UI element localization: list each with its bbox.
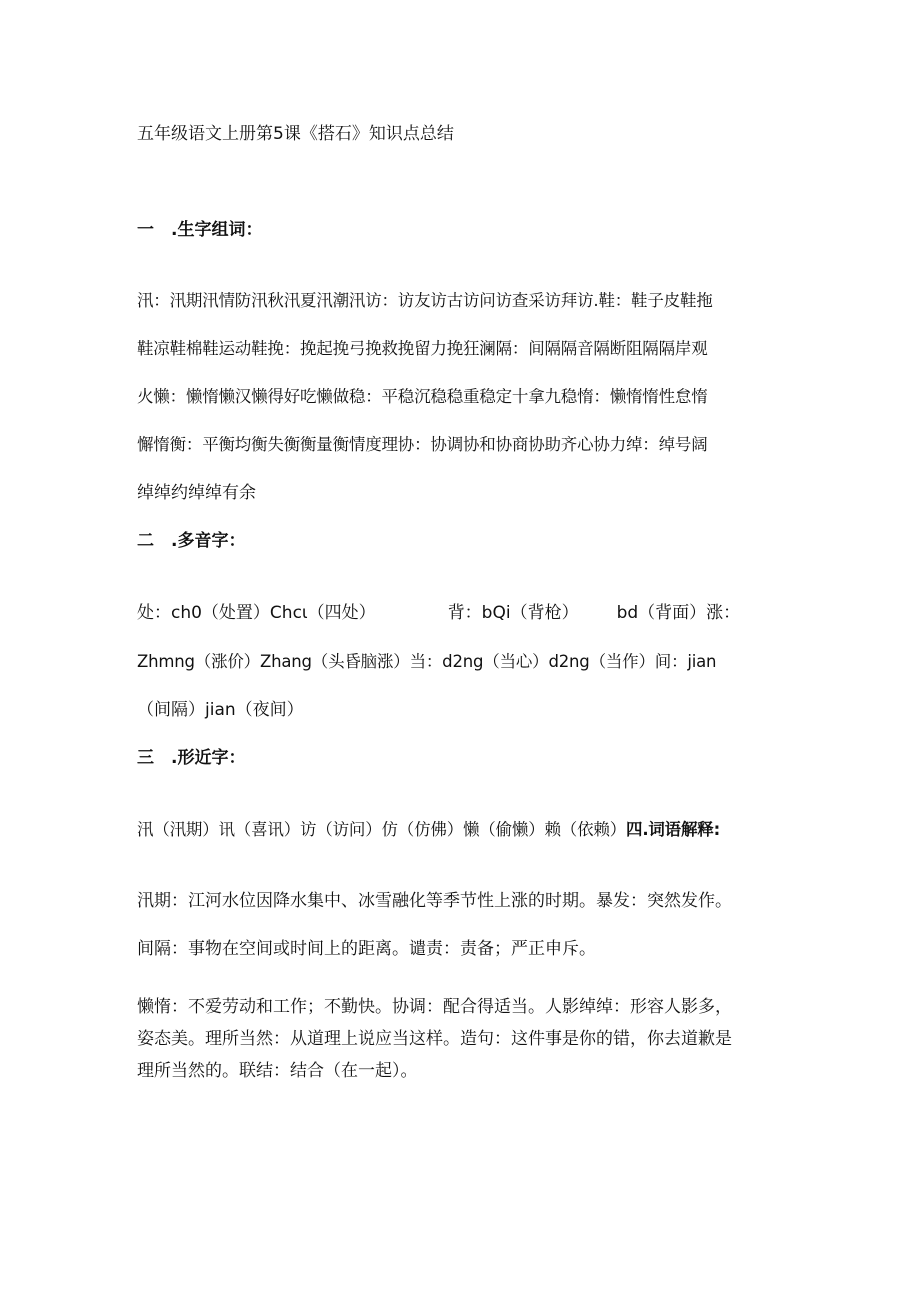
section-label: .生字组词：: [171, 220, 263, 240]
vocabulary-line-2: 鞋凉鞋棉鞋运动鞋挽：挽起挽弓挽救挽留力挽狂澜隔：间隔隔音隔断阻隔隔岸观: [137, 339, 708, 358]
section-heading-polyphones: [137, 528, 245, 554]
vocabulary-line-3: 火懒：懒惰懒汉懒得好吃懒做稳：平稳沉稳稳重稳定十拿九稳惰：懒惰惰性怠惰: [137, 387, 708, 406]
explanation-line-5: 理所当然的。联结：结合（在一起）。: [137, 1061, 418, 1081]
explanation-line-1: 汛期：江河水位因降水集中、冰雪融化等季节性上涨的时期。暴发：突然发作。: [137, 891, 732, 911]
similar-chars-line: [137, 817, 720, 843]
section-number: 三: [137, 748, 154, 768]
section-label: .形近字：: [171, 748, 246, 768]
document-title: 五年级语文上册第5课《搭石》知识点总结: [137, 124, 454, 144]
explanation-line-2: 间隔：事物在空间或时间上的距离。谴责：责备；严正申斥。: [137, 939, 596, 959]
polyphone-bei-1: 背：bQi（背枪）: [447, 603, 579, 623]
polyphone-line-1: [137, 600, 740, 626]
explanation-line-4: 姿态美。理所当然：从道理上说应当这样。造句：这件事是你的错，你去道歉是: [137, 1029, 732, 1049]
vocabulary-line-1: 汛：汛期汛情防汛秋汛夏汛潮汛访：访友访古访问访查采访拜访.鞋：鞋子皮鞋拖: [137, 291, 713, 310]
section-heading-vocabulary: [137, 217, 262, 243]
section-number: 一: [137, 220, 154, 240]
section-number: 二: [137, 531, 154, 551]
vocabulary-line-4: 懈惰衡：平衡均衡失衡衡量衡情度理协：协调协和协商协助齐心协力绰：绰号阔: [137, 435, 708, 454]
section-heading-similar-chars: [137, 745, 245, 771]
similar-chars-text: 汛（汛期）讯（喜讯）访（访问）仿（仿佛）懒（偷懒）赖（依赖）: [137, 820, 627, 839]
polyphone-bei-2: bd（背面）涨：: [616, 603, 741, 623]
polyphone-line-3: （间隔）jian（夜间）: [137, 700, 304, 720]
polyphone-line-2: Zhmng（涨价）Zhang（头昏脑涨）当：d2ng（当心）d2ng（当作）间：jian: [137, 652, 717, 671]
polyphone-chu: 处：ch0（处置）Chcι（四处）: [137, 603, 376, 623]
explanation-line-3: 懒惰：不爱劳动和工作；不勤快。协调：配合得适当。人影绰绰：形容人影多，: [137, 997, 732, 1017]
vocabulary-line-5: 绰绰约绰绰有余: [137, 483, 256, 503]
section-heading-word-explanation: 四.词语解释:: [626, 820, 720, 839]
section-label: .多音字：: [171, 531, 246, 551]
